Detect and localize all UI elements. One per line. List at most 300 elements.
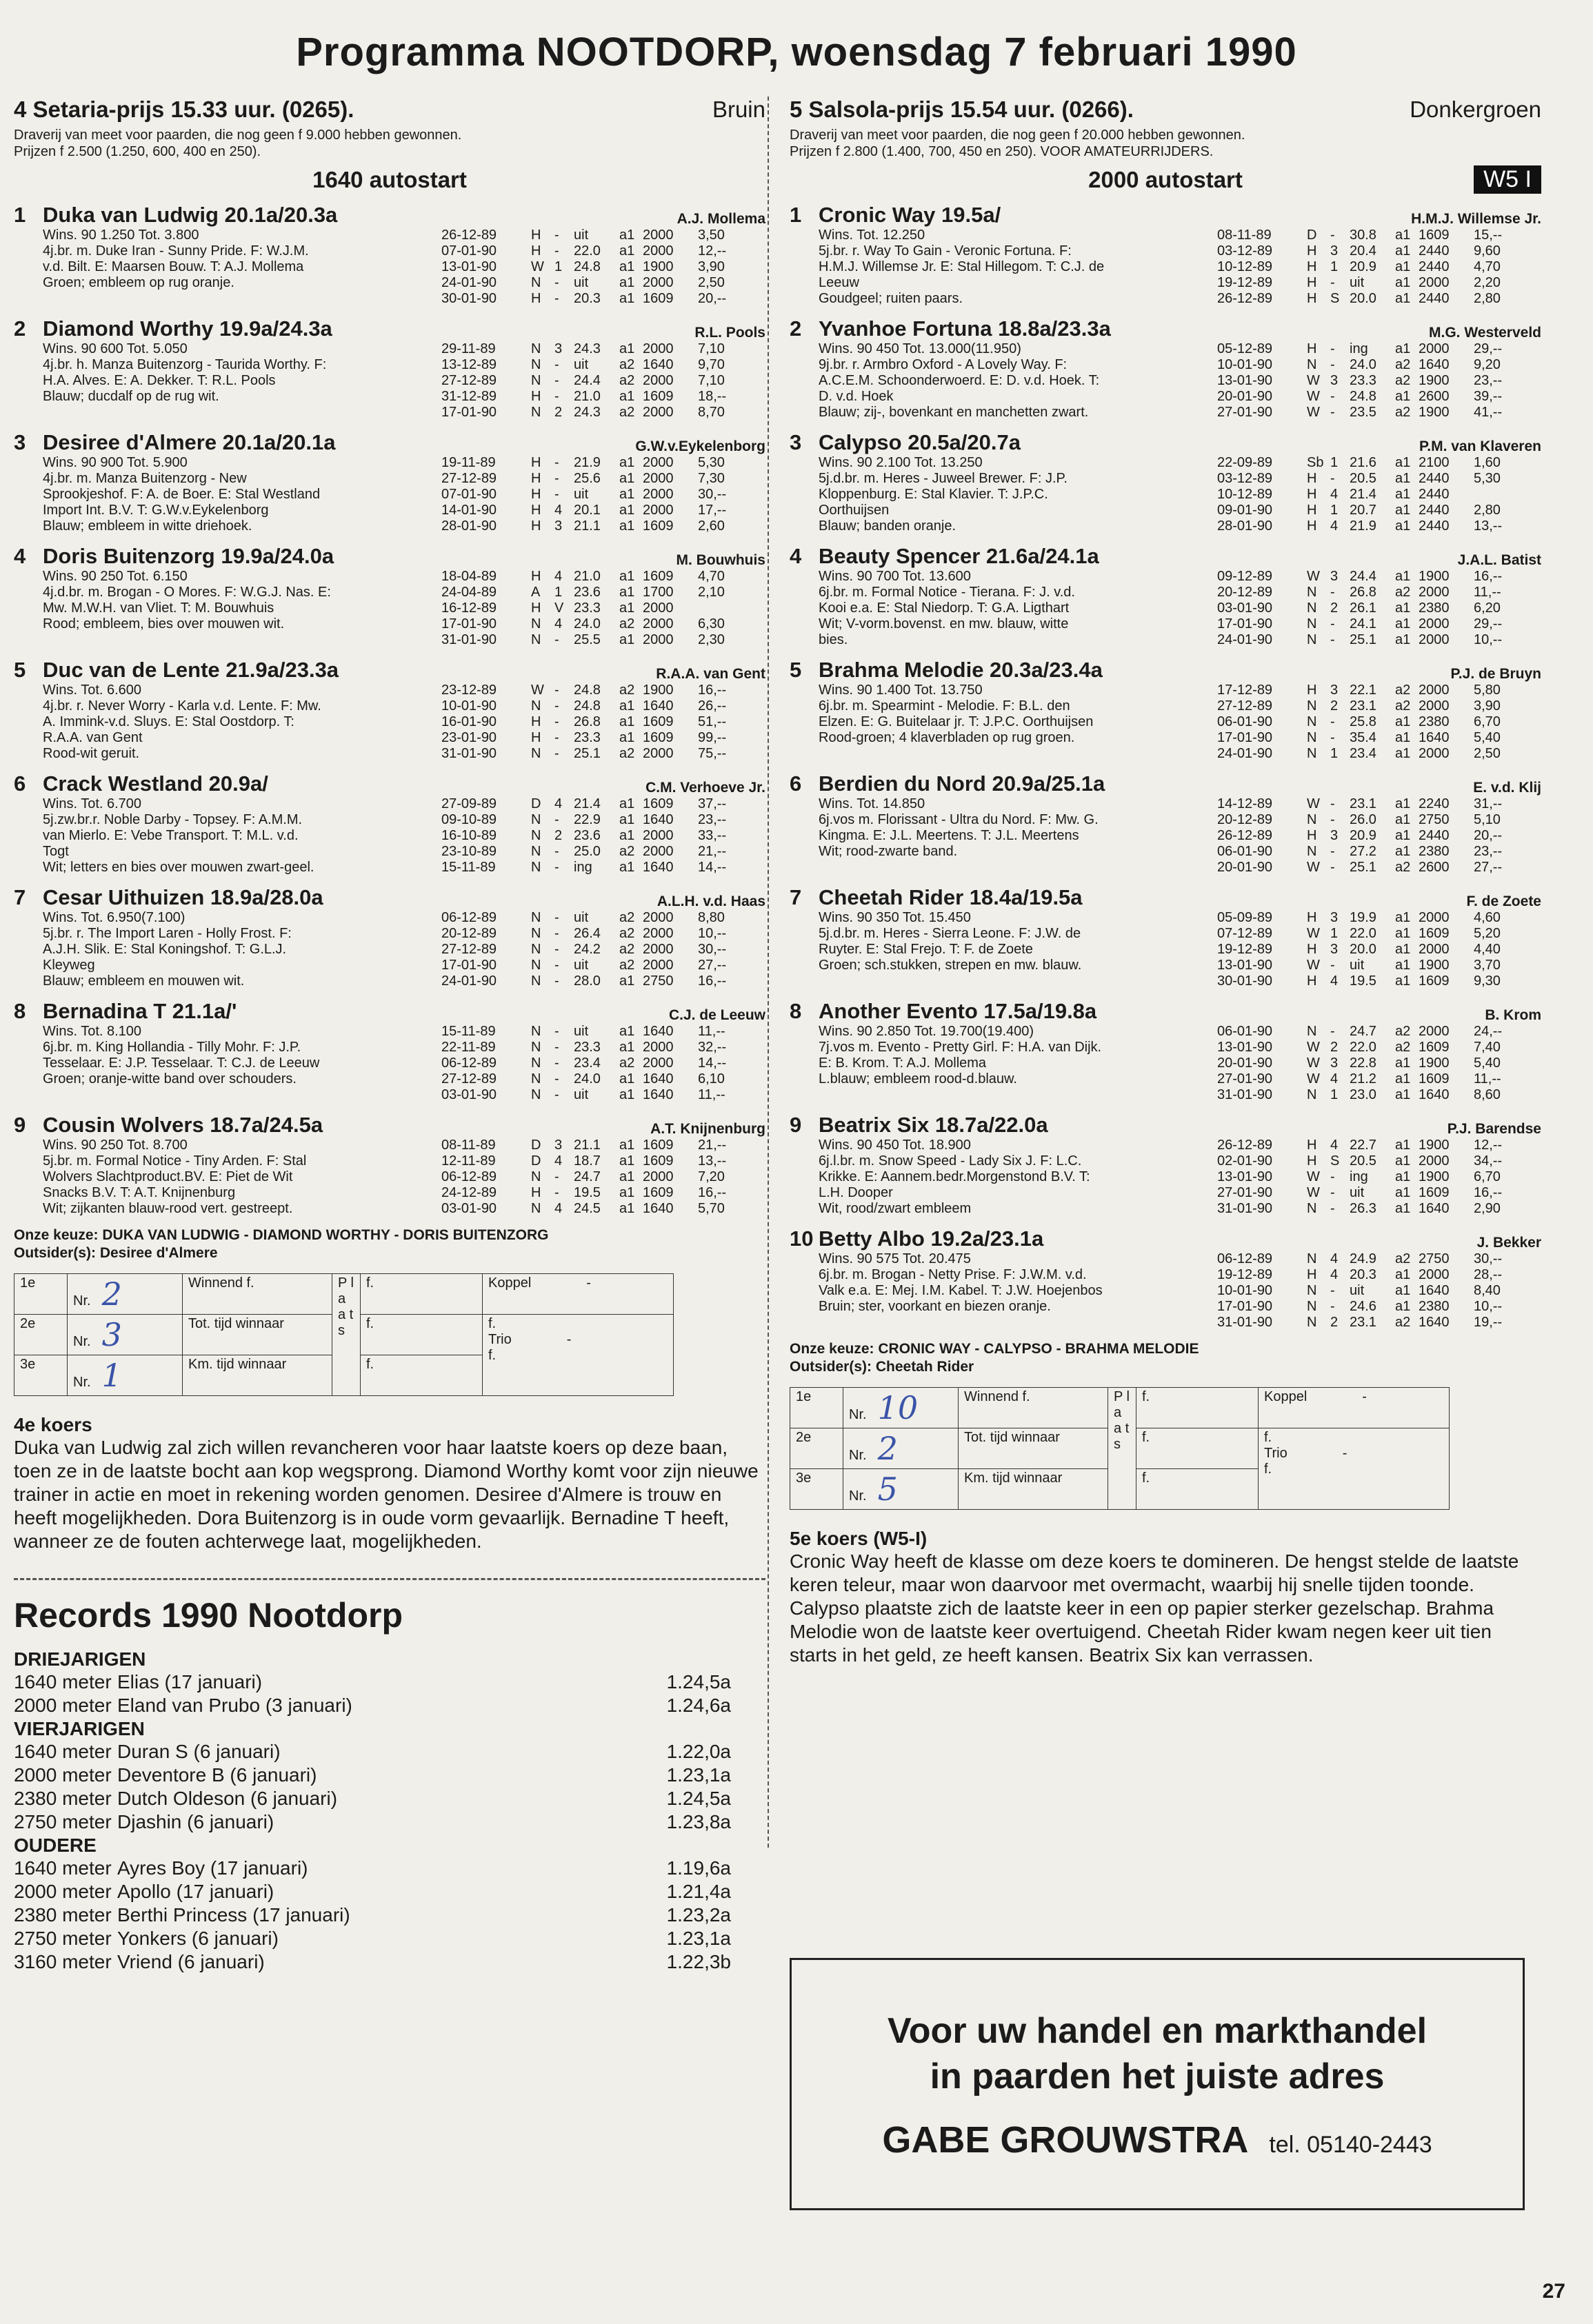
horse-info-line: 4j.br. h. Manza Buitenzorg - Taurida Worthy. F: — [43, 357, 327, 372]
result-row — [1217, 860, 1541, 876]
result-cell: 2000 — [643, 828, 674, 843]
result-row — [441, 373, 765, 389]
horse-results — [441, 228, 765, 307]
result-cell: H — [531, 730, 541, 745]
result-cell: 9,20 — [1474, 357, 1501, 372]
f-cell: f. — [361, 1274, 483, 1315]
result-cell: 6,10 — [698, 1071, 725, 1087]
result-cell: a2 — [619, 958, 635, 973]
result-cell: 1640 — [643, 812, 674, 827]
result-cell: - — [554, 1169, 559, 1184]
horse-info-line: Wins. Tot. 8.100 — [43, 1024, 142, 1039]
result-cell: 1900 — [1419, 1169, 1450, 1184]
result-cell: a1 — [619, 389, 635, 404]
result-cell: H — [531, 569, 541, 584]
horse-name-line — [790, 999, 1217, 1024]
plaats-cell: P l a a t s — [332, 1274, 361, 1396]
result-cell: a1 — [619, 698, 635, 714]
result-cell: H — [531, 471, 541, 486]
result-row — [1217, 341, 1541, 357]
result-cell: - — [1330, 1185, 1335, 1200]
result-cell: - — [554, 1071, 559, 1087]
label-cell: Tot. tijd winnaar — [183, 1315, 332, 1355]
result-cell: 2000 — [1419, 1153, 1450, 1169]
result-cell: - — [554, 373, 559, 388]
result-cell: 28-01-90 — [441, 518, 497, 534]
horse-info-line: A.J.H. Slik. E: Stal Koningshof. T: G.L.J. — [43, 942, 287, 957]
horse-results — [1217, 455, 1541, 534]
result-cell: a1 — [1395, 389, 1411, 404]
result-cell: N — [531, 1055, 541, 1071]
result-cell: 51,-- — [698, 714, 727, 729]
result-cell: 23-01-90 — [441, 730, 497, 745]
horse-info-line: Wins. 90 250 Tot. 8.700 — [43, 1138, 188, 1153]
result-cell: a2 — [619, 357, 635, 372]
result-cell: 24-01-90 — [441, 973, 497, 989]
result-cell: 2000 — [643, 910, 674, 925]
result-row — [441, 1024, 765, 1040]
result-cell: 6,70 — [1474, 714, 1501, 729]
result-row — [1217, 405, 1541, 421]
result-cell: 4 — [554, 569, 563, 584]
result-cell: a1 — [1395, 632, 1411, 647]
horse-name: Calypso 20.5a/20.7a — [819, 430, 1021, 454]
horse-number: 2 — [790, 316, 802, 341]
result-cell: 39,-- — [1474, 389, 1503, 404]
result-cell: a1 — [619, 632, 635, 647]
result-cell: N — [531, 405, 541, 420]
horse-entry — [14, 203, 765, 307]
ad-company: GABE GROUWSTRA — [882, 2119, 1249, 2161]
result-cell: a1 — [1395, 796, 1411, 811]
record-row — [14, 1810, 765, 1834]
result-cell: 2,50 — [698, 275, 725, 290]
result-cell: 1900 — [1419, 569, 1450, 584]
record-cell: 1.23,1a — [666, 1764, 731, 1786]
horse-info-line: 6j.vos m. Florissant - Ultra du Nord. F: Mw. G. — [819, 812, 1099, 827]
record-row — [14, 1787, 765, 1810]
record-cell: 2750 meter — [14, 1811, 112, 1832]
result-cell: 35.4 — [1350, 730, 1376, 745]
result-cell: 27-01-90 — [1217, 1185, 1273, 1200]
result-cell: a2 — [1395, 1040, 1411, 1055]
advertisement — [790, 1958, 1525, 2210]
result-row — [441, 487, 765, 503]
horse-info-line: Wit; rood-zwarte band. — [819, 844, 958, 859]
race-conditions: Draverij van meet voor paarden, die nog geen f 9.000 hebben gewonnen. — [14, 128, 462, 143]
result-row — [1217, 1185, 1541, 1201]
result-row — [441, 471, 765, 487]
result-cell: H — [1307, 828, 1317, 843]
result-cell: 21.4 — [1350, 487, 1376, 502]
result-cell: 21.6 — [1350, 455, 1376, 470]
result-cell: 4 — [554, 1201, 563, 1216]
record-cell: 1.24,5a — [666, 1788, 731, 1809]
result-cell: 18-04-89 — [441, 569, 497, 584]
result-cell: 25.5 — [574, 632, 601, 647]
result-cell: a2 — [619, 683, 635, 698]
horse-name: Crack Westland 20.9a/ — [43, 771, 268, 796]
horse-driver: G.W.v.Eykelenborg — [635, 438, 765, 454]
horse-entry — [14, 1113, 765, 1217]
result-cell: a2 — [619, 910, 635, 925]
result-cell: 4 — [1330, 1138, 1339, 1153]
horse-number: 3 — [14, 430, 26, 454]
horse-info — [14, 341, 441, 421]
result-cell: a1 — [1395, 812, 1411, 827]
result-row — [1217, 503, 1541, 518]
result-cell: a2 — [1395, 405, 1411, 420]
record-cell: 1.24,5a — [666, 1671, 731, 1693]
result-cell: 27,-- — [698, 958, 727, 973]
result-cell: a2 — [1395, 860, 1411, 875]
horse-info-line: A. Immink-v.d. Sluys. E: Stal Oostdorp. T: — [43, 714, 294, 729]
result-cell: 24.3 — [574, 341, 601, 356]
result-cell: 2000 — [643, 243, 674, 259]
outsiders: Outsider(s): Cheetah Rider — [790, 1359, 974, 1375]
result-cell: H — [531, 1185, 541, 1200]
result-row — [441, 616, 765, 632]
horse-info-line: van Mierlo. E: Vebe Transport. T: M.L. v.d. — [43, 828, 299, 843]
horse-driver: E. v.d. Klij — [1473, 780, 1541, 796]
result-row — [441, 389, 765, 405]
result-cell: a2 — [619, 405, 635, 420]
result-cell: D — [531, 796, 541, 811]
horse-name-line — [790, 885, 1217, 910]
f-label: f. — [488, 1316, 497, 1331]
horse-driver: R.L. Pools — [694, 325, 765, 341]
horse-name: Cronic Way 19.5a/ — [819, 203, 1001, 227]
horse-info-line: Wit; V-vorm.bovenst. en mw. blauw, witte — [819, 616, 1069, 631]
number-cell[interactable] — [68, 1355, 183, 1396]
result-cell: N — [531, 632, 541, 647]
result-cell: - — [554, 357, 559, 372]
horse-name: Beauty Spencer 21.6a/24.1a — [819, 544, 1099, 568]
result-cell: N — [1307, 844, 1317, 859]
result-cell: 2600 — [1419, 389, 1450, 404]
result-row — [1217, 291, 1541, 307]
horse-results — [1217, 569, 1541, 648]
result-cell: 10-12-89 — [1217, 487, 1273, 502]
record-cell: Ayres Boy (17 januari) — [117, 1857, 308, 1879]
page-number: 27 — [1542, 2280, 1565, 2303]
result-cell: a1 — [1395, 1071, 1411, 1087]
result-cell: a1 — [1395, 844, 1411, 859]
result-cell: a1 — [619, 1040, 635, 1055]
result-row — [1217, 746, 1541, 762]
result-cell: N — [531, 1169, 541, 1184]
result-row — [441, 357, 765, 373]
record-row — [14, 1927, 765, 1950]
koers-text: Cronic Way heeft de klasse om deze koers te domineren. De hengst stelde de laatste keren teleur, maar won daarvoor met overmacht, waarbij hij snelle tijden toonde. Calypso plaatste zich de laatste keer in een op papier sterker gezelschap. Brahma Melodie won de laatste keer overtuigend. Cheetah Rider kwam negen keer uit tien starts in het geld, ze heeft kansen. Beatrix Six kan verrassen. — [790, 1550, 1519, 1666]
result-cell: 5,70 — [698, 1201, 725, 1216]
horse-info-line: Wit; letters en bies over mouwen zwart-geel. — [43, 860, 314, 875]
horse-info-line: E: B. Krom. T: A.J. Mollema — [819, 1055, 987, 1071]
result-cell: 7,10 — [698, 373, 725, 388]
result-cell: - — [1330, 1201, 1335, 1216]
result-row — [441, 243, 765, 259]
result-cell: 23.4 — [1350, 746, 1376, 761]
horse-info-line: L.blauw; embleem rood-d.blauw. — [819, 1071, 1017, 1087]
result-cell: 24.9 — [1350, 1251, 1376, 1266]
record-row — [14, 1670, 765, 1694]
result-cell: 27-12-89 — [441, 1071, 497, 1087]
label-cell: Tot. tijd winnaar — [959, 1428, 1108, 1469]
result-cell: 2440 — [1419, 503, 1450, 518]
result-cell: 24,-- — [1474, 1024, 1503, 1039]
horse-info-line: Wins. Tot. 6.700 — [43, 796, 142, 811]
result-row — [441, 910, 765, 926]
result-cell: 22.0 — [1350, 1040, 1376, 1055]
place-cell: 1e — [790, 1388, 843, 1428]
horse-info-line — [43, 632, 441, 648]
number-cell[interactable] — [843, 1469, 959, 1510]
horse-info — [14, 910, 441, 989]
horse-info-line — [819, 1315, 1217, 1331]
result-cell: 4 — [1330, 1071, 1339, 1087]
onze-keuze: Onze keuze: DUKA VAN LUDWIG - DIAMOND WORTHY - DORIS BUITENZORG — [14, 1227, 549, 1243]
horse-number: 4 — [14, 544, 26, 568]
horse-info-line: D. v.d. Hoek — [819, 389, 894, 404]
number-cell[interactable] — [843, 1428, 959, 1469]
horse-info-line — [819, 973, 1217, 989]
record-cell: 1640 meter — [14, 1741, 112, 1762]
result-cell: 23,-- — [698, 812, 727, 827]
result-cell: 2750 — [643, 973, 674, 989]
horse-info — [14, 683, 441, 762]
race-title: 5 Salsola-prijs 15.54 uur. (0266). — [790, 97, 1134, 122]
f-label: f. — [1264, 1462, 1272, 1477]
record-cell: 1.22,0a — [666, 1741, 731, 1762]
result-cell: a1 — [1395, 746, 1411, 761]
result-cell: a1 — [1395, 910, 1411, 925]
trio-text: Trio — [1264, 1446, 1288, 1461]
result-cell: 23.5 — [1350, 405, 1376, 420]
result-cell: 31,-- — [1474, 796, 1503, 811]
result-cell: 5,10 — [1474, 812, 1501, 827]
result-cell: 2440 — [1419, 291, 1450, 306]
result-cell: 1609 — [643, 1138, 674, 1153]
result-cell: 1609 — [1419, 973, 1450, 989]
result-cell: - — [554, 958, 559, 973]
result-cell: 4,60 — [1474, 910, 1501, 925]
result-cell: 24.4 — [574, 373, 601, 388]
result-cell: 5,40 — [1474, 1055, 1501, 1071]
result-cell: 10,-- — [698, 926, 727, 941]
result-row — [441, 503, 765, 518]
race-selection — [790, 1340, 1541, 1376]
result-cell: 1640 — [643, 1071, 674, 1087]
result-cell: 25.1 — [574, 746, 601, 761]
record-cell: 1.24,6a — [666, 1695, 731, 1716]
result-cell: a1 — [1395, 243, 1411, 259]
result-row — [1217, 455, 1541, 471]
result-cell: H — [1307, 341, 1317, 356]
horse-driver: J.A.L. Batist — [1457, 552, 1541, 568]
result-cell: 3 — [554, 341, 563, 356]
result-cell: H — [531, 518, 541, 534]
result-row — [441, 860, 765, 876]
horse-info-line: Blauw; embleem in witte driehoek. — [43, 518, 252, 534]
result-cell: - — [1330, 357, 1335, 372]
trio-dash: - — [1342, 1446, 1347, 1461]
horse-info-line — [819, 1087, 1217, 1103]
result-cell: 1609 — [643, 796, 674, 811]
result-cell: a2 — [619, 942, 635, 957]
result-cell: 20.7 — [1350, 503, 1376, 518]
handwritten-number: 10 — [877, 1389, 919, 1426]
horse-info-line: Ruyter. E: Stal Frejo. T: F. de Zoete — [819, 942, 1033, 957]
horse-info-line: 6j.br. m. Formal Notice - Tierana. F: J. v.d. — [819, 585, 1075, 600]
result-cell: 8,70 — [698, 405, 725, 420]
result-row — [1217, 1055, 1541, 1071]
records-category: OUDERE — [14, 1835, 97, 1856]
result-cell: a1 — [1395, 828, 1411, 843]
horse-info-line: 6j.br. m. Spearmint - Melodie. F: B.L. den — [819, 698, 1070, 714]
horse-name-line — [14, 430, 441, 455]
horse-name-line — [14, 658, 441, 683]
horse-info — [790, 683, 1217, 762]
result-cell: uit — [574, 1024, 589, 1039]
horse-info — [790, 569, 1217, 648]
result-cell: 2440 — [1419, 518, 1450, 534]
number-cell[interactable] — [843, 1388, 959, 1428]
horse-info-line: Kleyweg — [43, 958, 95, 973]
koers-text: Duka van Ludwig zal zich willen revancheren voor haar laatste koers op deze baan, toen ze in de laatste bocht aan kop wegsprong. Diamond Worthy komt voor zijn nieuwe trainer in actie en moet in rekening worden genomen. Desiree d'Almere is trouw en heeft mogelijkheden. Dora Buitenzorg is in oude vorm gevaarlijk. Bernadine T heeft, wanneer ze de fouten achterwege laat, mogelijkheden. — [14, 1437, 759, 1552]
result-cell: 2 — [1330, 1315, 1339, 1330]
race-prizes: Prijzen f 2.500 (1.250, 600, 400 en 250). — [14, 144, 261, 159]
result-cell: 1609 — [1419, 926, 1450, 941]
result-cell: H — [1307, 683, 1317, 698]
result-cell: a2 — [619, 616, 635, 631]
horse-info — [14, 1024, 441, 1103]
result-cell: a2 — [619, 746, 635, 761]
result-cell: 25.8 — [1350, 714, 1376, 729]
result-cell: 25.0 — [574, 844, 601, 859]
horse-info-line: Groen; oranje-witte band over schouders. — [43, 1071, 297, 1087]
result-row — [1217, 730, 1541, 746]
record-cell: 1.23,1a — [666, 1928, 731, 1949]
result-cell: N — [531, 698, 541, 714]
result-cell: 30,-- — [698, 487, 727, 502]
result-cell: N — [1307, 1299, 1317, 1314]
result-cell: N — [1307, 600, 1317, 616]
result-form-row — [14, 1274, 674, 1315]
result-cell: 1609 — [643, 569, 674, 584]
records-category: DRIEJARIGEN — [14, 1648, 146, 1670]
record-cell: Djashin (6 januari) — [117, 1811, 274, 1832]
record-cell: Vriend (6 januari) — [117, 1951, 265, 1972]
result-cell: N — [531, 341, 541, 356]
result-cell: uit — [1350, 275, 1365, 290]
horse-info-line: Wins. 90 700 Tot. 13.600 — [819, 569, 971, 584]
horse-name: Duka van Ludwig 20.1a/20.3a — [43, 203, 338, 227]
result-cell: a1 — [1395, 730, 1411, 745]
result-row — [441, 1153, 765, 1169]
horse-info-line: Blauw; embleem en mouwen wit. — [43, 973, 245, 989]
result-cell: 1900 — [1419, 405, 1450, 420]
result-cell: a1 — [1395, 455, 1411, 470]
result-cell: a2 — [1395, 683, 1411, 698]
result-cell: 13-01-90 — [1217, 1169, 1273, 1184]
result-cell: 03-01-90 — [441, 1201, 497, 1216]
result-cell: 8,80 — [698, 910, 725, 925]
result-cell: 27-01-90 — [1217, 405, 1273, 420]
result-cell: H — [1307, 518, 1317, 534]
result-cell: - — [554, 973, 559, 989]
result-cell: - — [554, 632, 559, 647]
horse-name-line — [790, 430, 1217, 455]
result-cell: a2 — [1395, 698, 1411, 714]
result-cell: 1609 — [643, 291, 674, 306]
result-cell: 17-01-90 — [441, 616, 497, 631]
record-row — [14, 1903, 765, 1927]
result-cell: uit — [574, 357, 589, 372]
horse-info-line: Blauw; banden oranje. — [819, 518, 956, 534]
result-cell: a1 — [619, 455, 635, 470]
horse-info-line: Wins. 90 575 Tot. 20.475 — [819, 1251, 971, 1266]
result-cell: uit — [1350, 1283, 1365, 1298]
horse-number: 6 — [14, 771, 26, 796]
horse-driver: M. Bouwhuis — [676, 552, 765, 568]
result-cell: 20.1 — [574, 503, 601, 518]
record-row — [14, 1950, 765, 1974]
record-cell: Berthi Princess (17 januari) — [117, 1904, 350, 1926]
result-cell: - — [1330, 812, 1335, 827]
result-cell: N — [1307, 632, 1317, 647]
horse-results — [1217, 1251, 1541, 1331]
trio-label — [1264, 1446, 1443, 1462]
record-cell: Apollo (17 januari) — [117, 1881, 274, 1902]
horse-driver: A.L.H. v.d. Haas — [657, 893, 765, 909]
horse-info-line: Import Int. B.V. T: G.W.v.Eykelenborg — [43, 503, 269, 518]
result-cell: 3,90 — [698, 259, 725, 274]
result-cell: D — [531, 1138, 541, 1153]
result-cell: 4 — [1330, 973, 1339, 989]
result-cell: 5,40 — [1474, 730, 1501, 745]
result-cell: 2440 — [1419, 259, 1450, 274]
result-cell: 30,-- — [698, 942, 727, 957]
result-cell: a1 — [619, 1169, 635, 1184]
result-cell: 12,-- — [1474, 1138, 1503, 1153]
number-cell[interactable] — [68, 1274, 183, 1315]
horse-info-line: 4j.br. r. Never Worry - Karla v.d. Lente. F: Mw. — [43, 698, 321, 714]
result-cell: 1640 — [643, 698, 674, 714]
result-cell: 4 — [554, 1153, 563, 1169]
result-cell: 16,-- — [1474, 569, 1503, 584]
result-cell: H — [1307, 487, 1317, 502]
horse-name-line — [14, 999, 441, 1024]
result-cell: S — [1330, 1153, 1340, 1169]
result-row — [1217, 632, 1541, 648]
result-cell: 21.1 — [574, 518, 601, 534]
result-cell: 17-01-90 — [441, 405, 497, 420]
result-cell: 1640 — [643, 1024, 674, 1039]
result-row — [1217, 958, 1541, 973]
result-cell: a2 — [619, 926, 635, 941]
result-row — [1217, 812, 1541, 828]
nr-label: Nr. — [849, 1488, 867, 1504]
record-cell: 1.21,4a — [666, 1881, 731, 1902]
result-cell: 1 — [1330, 503, 1339, 518]
number-cell[interactable] — [68, 1315, 183, 1355]
result-cell: 3 — [1330, 373, 1339, 388]
result-cell: 28,-- — [1474, 1267, 1503, 1282]
horse-info — [790, 1024, 1217, 1103]
result-cell: 2,80 — [1474, 291, 1501, 306]
nr-label: Nr. — [73, 1375, 91, 1390]
horse-info-line: 6j.br. m. Brogan - Netty Prise. F: J.W.M. v.d. — [819, 1267, 1087, 1282]
